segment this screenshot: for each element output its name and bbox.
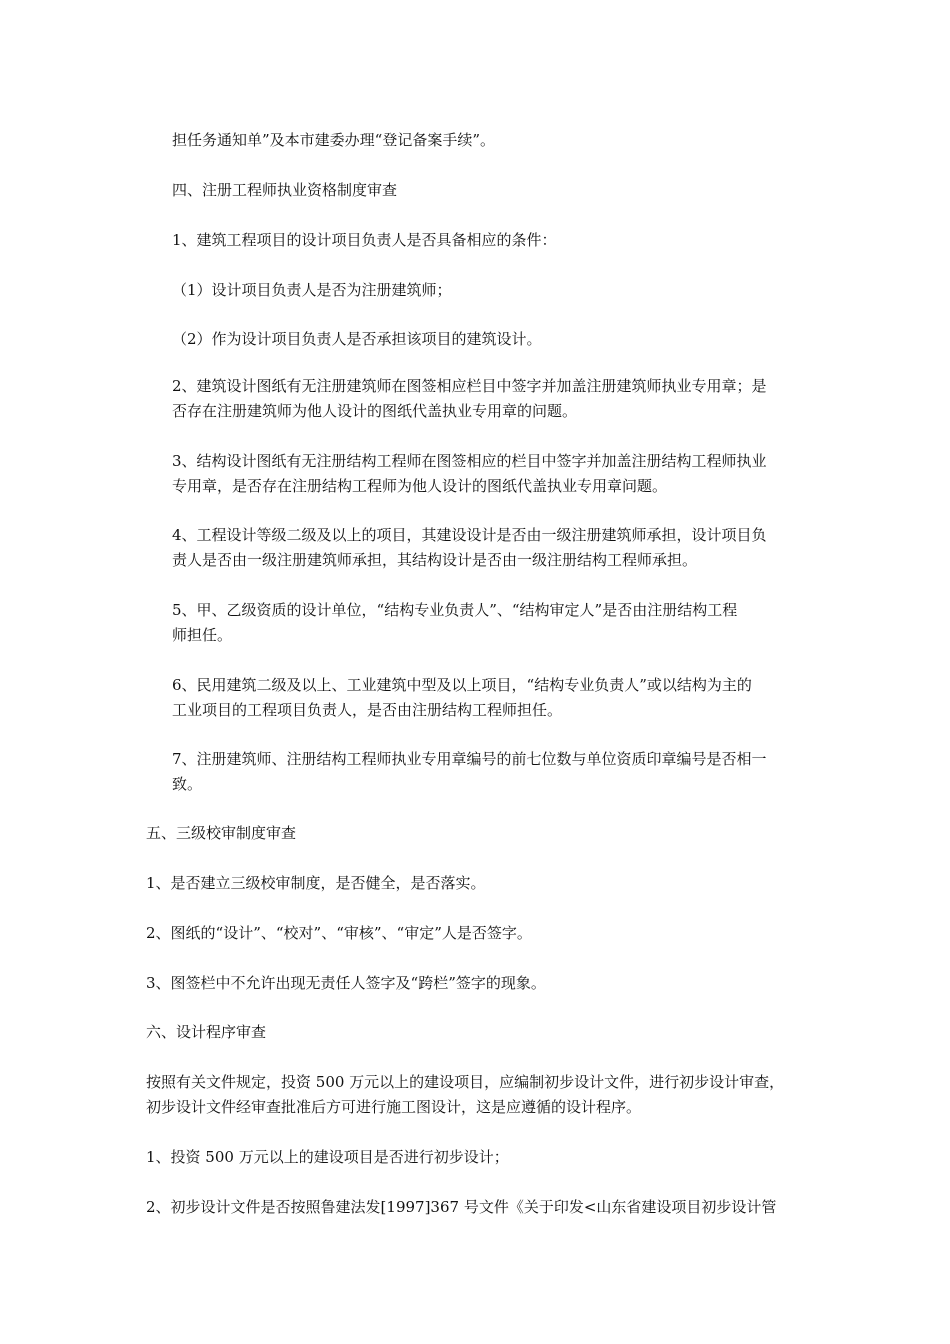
text-line: 初步设计文件经审查批准后方可进行施工图设计，这是应遵循的设计程序。 [146,1098,642,1116]
text-line: 担任务通知单”及本市建委办理“登记备案手续”。 [172,131,496,149]
text-line: 2、建筑设计图纸有无注册建筑师在图签相应栏目中签字并加盖注册建筑师执业专用章；是 [172,377,767,395]
text-line: 2、初步设计文件是否按照鲁建法发[1997]367 号文件《关于印发<山东省建设项目初步设计管 [146,1198,777,1216]
text-line: 致。 [172,775,203,793]
paragraph-subitem-2 [172,327,542,352]
text-line: 否存在注册建筑师为他人设计的图纸代盖执业专用章的问题。 [172,402,578,420]
text-line: （1）设计项目负责人是否为注册建筑师； [172,281,452,299]
text-line: 1、建筑工程项目的设计项目负责人是否具备相应的条件： [172,231,557,249]
text-line: 1、投资 500 万元以上的建设项目是否进行初步设计； [146,1148,509,1166]
text-line: 4、工程设计等级二级及以上的项目，其建设设计是否由一级注册建筑师承担，设计项目负 [172,526,767,544]
text-line: 责人是否由一级注册建筑师承担，其结构设计是否由一级注册结构工程师承担。 [172,551,698,569]
text-line: 按照有关文件规定，投资 500 万元以上的建设项目，应编制初步设计文件，进行初步设计审查， [146,1073,785,1091]
paragraph-item-5 [172,598,737,648]
paragraph-item-6 [172,673,752,723]
section-heading-5 [146,821,296,846]
section-heading-6 [146,1020,266,1045]
text-line: 六、设计程序审查 [146,1023,267,1041]
paragraph-item-5-2 [146,921,532,946]
text-line: （2）作为设计项目负责人是否承担该项目的建筑设计。 [172,330,542,348]
paragraph-item-4 [172,523,767,573]
paragraph-item-6-2 [146,1195,776,1220]
text-line: 7、注册建筑师、注册结构工程师执业专用章编号的前七位数与单位资质印章编号是否相一 [172,750,767,768]
paragraph-item-6-1 [146,1145,509,1170]
text-line: 四、注册工程师执业资格制度审查 [172,181,398,199]
paragraph-subitem-1 [172,278,452,303]
text-line: 1、是否建立三级校审制度，是否健全，是否落实。 [146,874,486,892]
text-line: 5、甲、乙级资质的设计单位，“结构专业负责人”、“结构审定人”是否由注册结构工程 [172,601,738,619]
text-line: 专用章，是否存在注册结构工程师为他人设计的图纸代盖执业专用章问题。 [172,477,668,495]
text-line: 五、三级校审制度审查 [146,824,297,842]
text-line: 工业项目的工程项目负责人，是否由注册结构工程师担任。 [172,701,563,719]
paragraph-procedure-intro [146,1070,784,1120]
paragraph-item-2 [172,374,767,424]
paragraph-item-5-1 [146,871,486,896]
text-line: 3、结构设计图纸有无注册结构工程师在图签相应的栏目中签字并加盖注册结构工程师执业 [172,452,767,470]
paragraph-item-7 [172,747,767,797]
paragraph-item-1 [172,228,557,253]
section-heading-4 [172,178,397,203]
paragraph-1 [172,128,495,153]
text-line: 6、民用建筑二级及以上、工业建筑中型及以上项目，“结构专业负责人”或以结构为主的 [172,676,752,694]
paragraph-item-5-3 [146,971,546,996]
text-line: 2、图纸的“设计”、“校对”、“审核”、“审定”人是否签字。 [146,924,532,942]
text-line: 师担任。 [172,626,233,644]
text-line: 3、图签栏中不允许出现无责任人签字及“跨栏”签字的现象。 [146,974,546,992]
paragraph-item-3 [172,449,767,499]
